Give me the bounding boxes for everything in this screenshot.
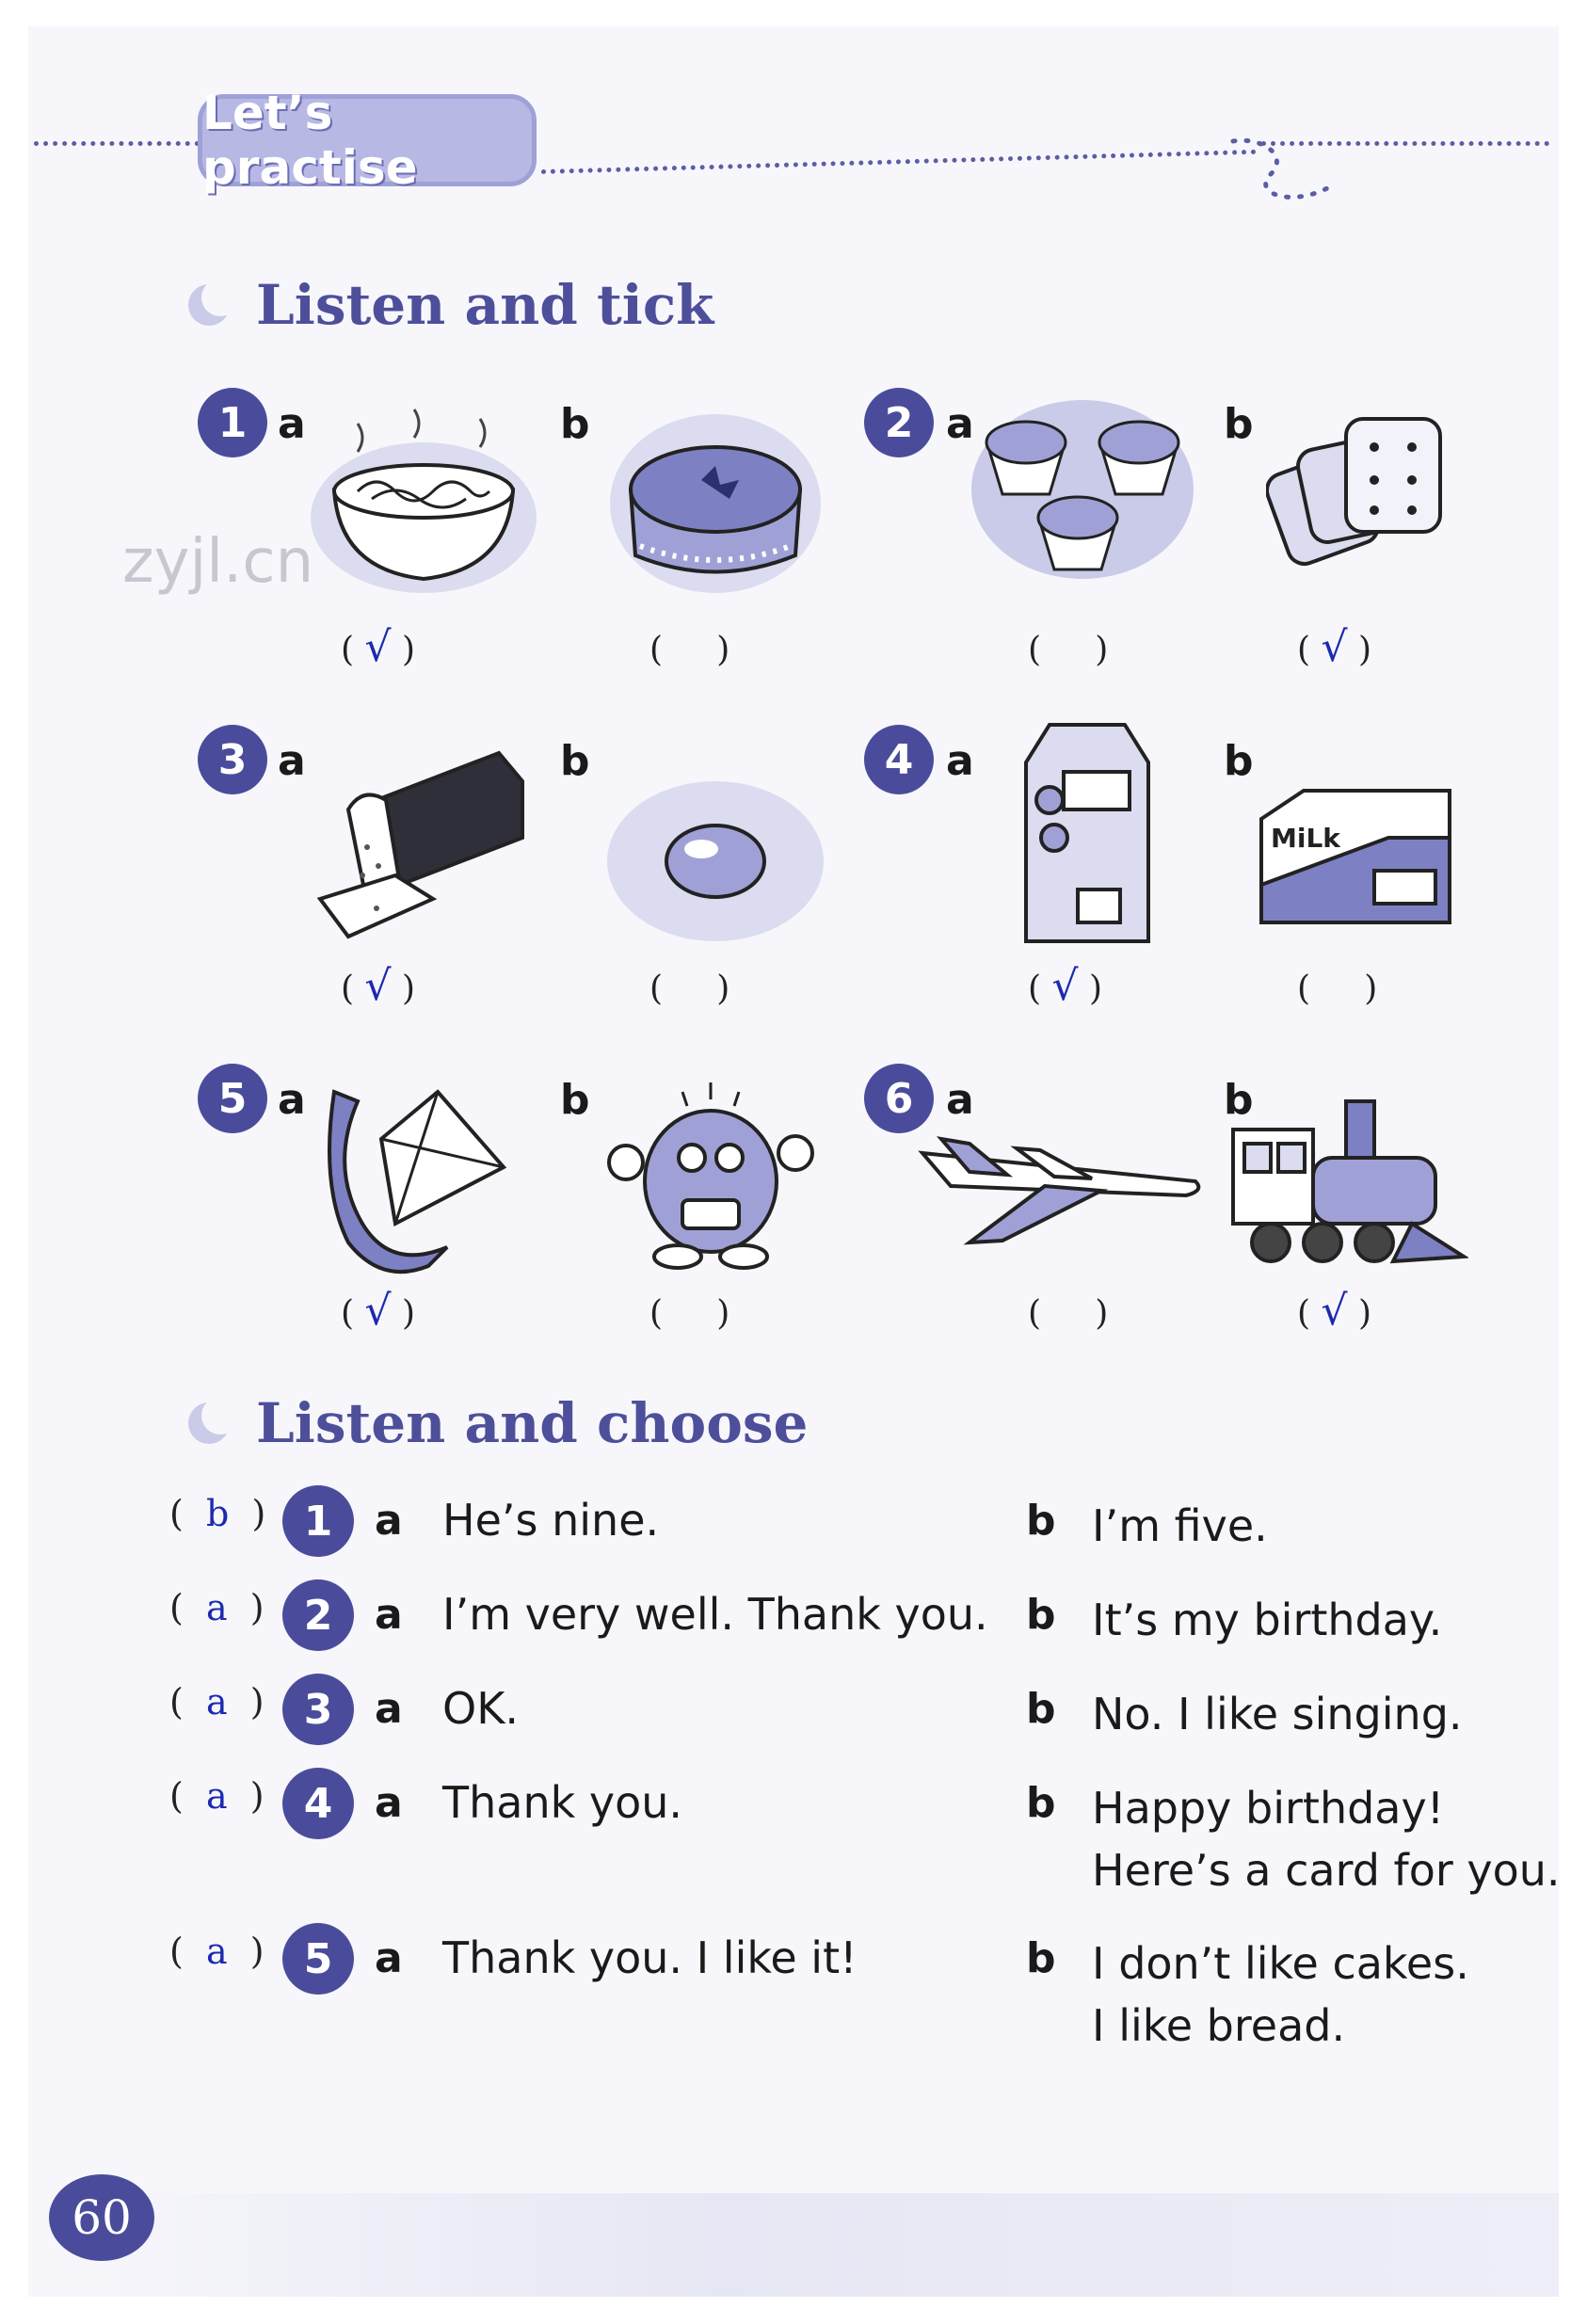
dotted-squiggle (1224, 132, 1337, 216)
option-b-line: I’m five. (1092, 1500, 1268, 1551)
answer-box[interactable]: ( a ) (169, 1931, 264, 1972)
option-label-a: a (946, 1076, 974, 1124)
option-label-b: b (560, 737, 590, 785)
option-label-b: b (1224, 400, 1254, 448)
egg-picture (602, 772, 828, 941)
aeroplane-picture (913, 1130, 1205, 1252)
option-label-a: a (375, 1685, 403, 1733)
question-number: 2 (282, 1579, 354, 1651)
option-a-text: OK. (442, 1683, 519, 1734)
banner-text: Let’s practise (202, 86, 418, 195)
tick-box[interactable]: ( ) (1028, 631, 1109, 669)
moon-icon (188, 284, 230, 326)
tick-box[interactable]: ( √ ) (341, 1287, 416, 1335)
choose-question (0, 1923, 1587, 2051)
dotted-line-left (34, 141, 200, 146)
choose-question (0, 1768, 1587, 1896)
option-b-line: Here’s a card for you. (1092, 1845, 1561, 1896)
option-b-text (1092, 1495, 1268, 1557)
option-label-a: a (375, 1934, 403, 1982)
choose-question (0, 1579, 1587, 1664)
tick-mark: √ (1321, 1287, 1348, 1335)
option-b-line: It’s my birthday. (1092, 1595, 1443, 1645)
lets-practise-banner (198, 86, 537, 195)
toy-train-picture (1224, 1092, 1468, 1280)
option-label-a: a (278, 400, 306, 448)
section-title-tick (188, 273, 713, 337)
option-b-line: I don’t like cakes. (1092, 1938, 1469, 1989)
answer-box[interactable]: ( a ) (169, 1681, 264, 1723)
juice-carton-picture (1007, 715, 1167, 951)
question-number: 5 (282, 1923, 354, 1995)
option-a-text: He’s nine. (442, 1495, 660, 1546)
loaf-of-bread-picture (311, 744, 527, 951)
answer-mark: b (205, 1493, 230, 1534)
toy-robot-picture (593, 1078, 828, 1275)
option-b-text (1092, 1589, 1442, 1651)
option-label-b: b (1026, 1497, 1056, 1545)
watermark: zyjl.cn (122, 527, 314, 597)
tick-mark: √ (364, 962, 392, 1010)
tick-box[interactable]: ( ) (1297, 970, 1378, 1008)
item-number: 3 (198, 725, 267, 794)
tick-mark: √ (1321, 623, 1348, 671)
cupcakes-picture (970, 391, 1195, 598)
choose-question (0, 1674, 1587, 1758)
tick-box[interactable]: ( ) (649, 631, 730, 669)
tick-mark: √ (364, 1287, 392, 1335)
section-title-choose (188, 1391, 808, 1455)
answer-mark: a (205, 1775, 228, 1817)
item-number: 5 (198, 1064, 267, 1133)
kite-picture (325, 1082, 513, 1290)
tick-box[interactable]: ( √ ) (1297, 623, 1372, 671)
moon-icon (188, 1402, 230, 1444)
item-number: 1 (198, 388, 267, 457)
page-number: 60 (49, 2174, 154, 2261)
option-label-b: b (1224, 1076, 1254, 1124)
tick-mark: √ (1051, 962, 1079, 1010)
option-b-line: Happy birthday! (1092, 1783, 1445, 1834)
biscuits-picture (1266, 405, 1454, 574)
option-a-text: Thank you. (442, 1777, 682, 1828)
answer-mark: a (205, 1681, 228, 1723)
round-cake-picture (602, 405, 828, 602)
option-label-b: b (1026, 1685, 1056, 1733)
bottom-band (28, 2193, 1559, 2297)
item-number: 6 (864, 1064, 934, 1133)
option-b-line: I like bread. (1092, 2000, 1346, 2051)
tick-box[interactable]: ( ) (1028, 1294, 1109, 1333)
answer-box[interactable]: ( a ) (169, 1775, 264, 1817)
tick-box[interactable]: ( √ ) (1028, 962, 1103, 1010)
answer-mark: a (205, 1931, 228, 1972)
option-label-a: a (946, 737, 974, 785)
answer-mark: a (205, 1587, 228, 1628)
tick-box[interactable]: ( √ ) (341, 962, 416, 1010)
option-label-b: b (560, 400, 590, 448)
option-label-a: a (375, 1497, 403, 1545)
answer-box[interactable]: ( a ) (169, 1587, 264, 1628)
tick-box[interactable]: ( √ ) (1297, 1287, 1372, 1335)
section-title-tick-text: Listen and tick (256, 273, 714, 337)
tick-box[interactable]: ( ) (649, 1294, 730, 1333)
section-title-choose-text: Listen and choose (256, 1391, 809, 1455)
option-b-text (1092, 1683, 1463, 1745)
choose-question (0, 1485, 1587, 1570)
item-number: 4 (864, 725, 934, 794)
option-label-a: a (278, 1076, 306, 1124)
question-number: 4 (282, 1768, 354, 1839)
option-label-b: b (1224, 737, 1254, 785)
option-label-a: a (946, 400, 974, 448)
item-number: 2 (864, 388, 934, 457)
option-label-b: b (1026, 1591, 1056, 1639)
option-b-line: No. I like singing. (1092, 1689, 1463, 1739)
option-label-b: b (1026, 1934, 1056, 1982)
option-label-a: a (375, 1779, 403, 1827)
option-b-text (1092, 1777, 1561, 1901)
milk-box-picture (1247, 781, 1464, 941)
option-label-b: b (560, 1076, 590, 1124)
svg-text:MiLk: MiLk (1271, 823, 1340, 854)
bowl-of-noodles-picture (301, 405, 546, 602)
option-label-a: a (375, 1591, 403, 1639)
option-a-text: Thank you. I like it! (442, 1932, 858, 1983)
option-label-a: a (278, 737, 306, 785)
answer-box[interactable]: ( b ) (169, 1493, 266, 1534)
option-label-b: b (1026, 1779, 1056, 1827)
tick-mark: √ (364, 623, 392, 671)
tick-box[interactable]: ( √ ) (341, 623, 416, 671)
tick-box[interactable]: ( ) (649, 970, 730, 1008)
option-a-text: I’m very well. Thank you. (442, 1589, 988, 1640)
question-number: 1 (282, 1485, 354, 1557)
question-number: 3 (282, 1674, 354, 1745)
option-b-text (1092, 1932, 1469, 2057)
